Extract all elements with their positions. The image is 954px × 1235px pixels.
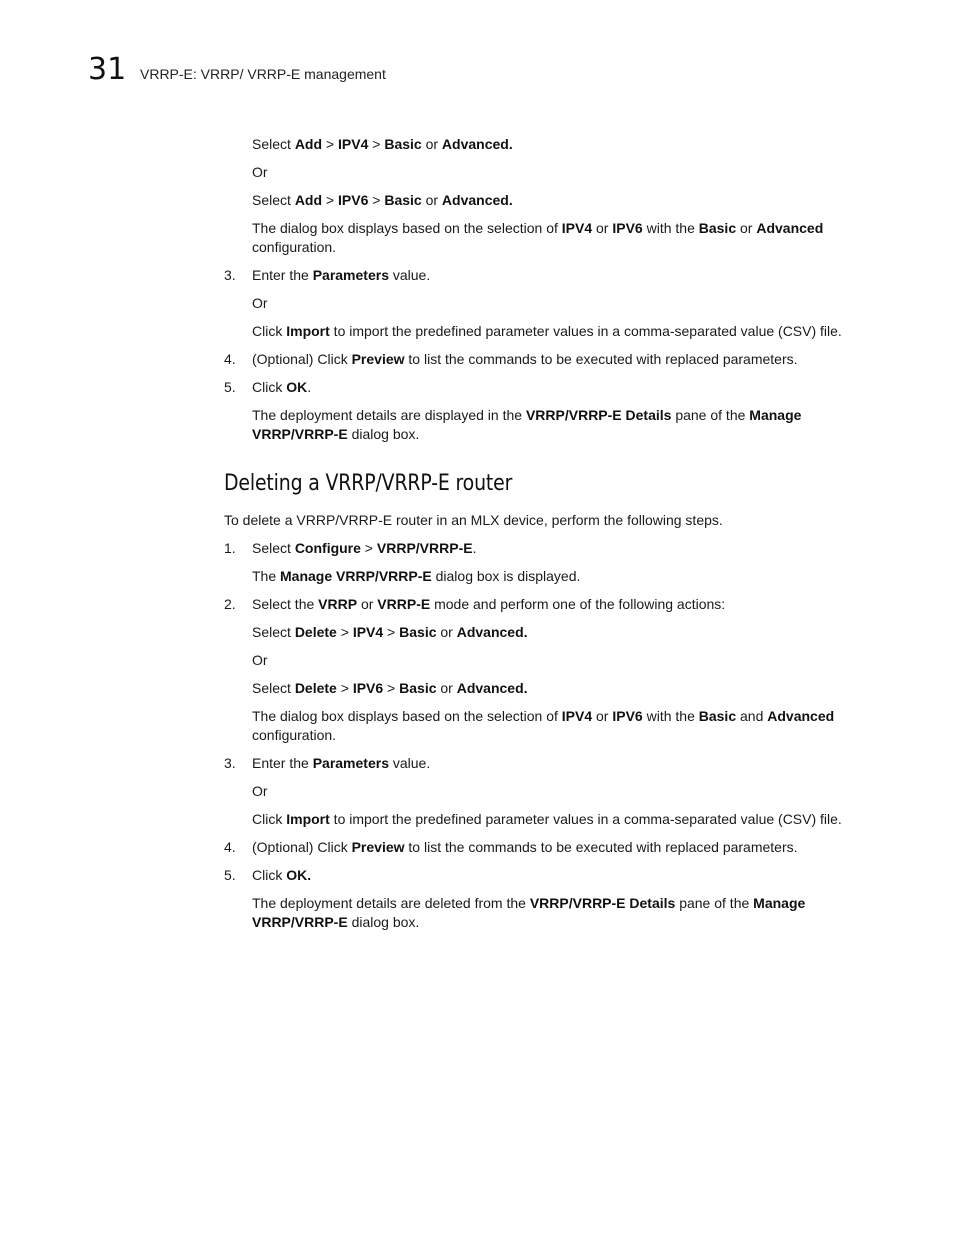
step-2-text: Select the VRRP or VRRP-E mode and perform one of the following actions:: [252, 596, 726, 612]
step-number: 5.: [224, 867, 236, 883]
delete-ipv4-path: Select Delete > IPV4 > Basic or Advanced.: [252, 624, 528, 640]
step-number: 4.: [224, 839, 236, 855]
step-number: 5.: [224, 379, 236, 395]
step-number: 3.: [224, 267, 236, 283]
delete-ipv6-path: Select Delete > IPV6 > Basic or Advanced.: [252, 680, 528, 696]
import-text: Click Import to import the predefined parameter values in a comma-separated value (CSV) file.: [252, 323, 842, 339]
step-5-text: Click OK.: [252, 867, 312, 883]
step-number: 1.: [224, 540, 236, 556]
or-text: Or: [252, 295, 268, 311]
section-heading: Deleting a VRRP/VRRP-E router: [224, 471, 513, 496]
step-1-text: Select Configure > VRRP/VRRP-E.: [252, 540, 477, 556]
step-5-text: Click OK.: [252, 379, 312, 395]
step-4-text: (Optional) Click Preview to list the commands to be executed with replaced parameters.: [252, 351, 798, 367]
step-3-text: Enter the Parameters value.: [252, 755, 431, 771]
chapter-number: 31: [88, 52, 127, 87]
deployment-details-text: The deployment details are deleted from the VRRP/VRRP-E Details pane of the Manage VRRP/VRRP-E dialog box.: [252, 895, 806, 930]
chapter-title: VRRP-E: VRRP/ VRRP-E management: [140, 66, 386, 82]
step-number: 2.: [224, 596, 236, 612]
deployment-details-text: The deployment details are displayed in the VRRP/VRRP-E Details pane of the Manage VRRP/VRRP-E dialog box.: [252, 407, 802, 442]
dialog-description: The dialog box displays based on the selection of IPV4 or IPV6 with the Basic and Advanced configuration.: [252, 708, 835, 743]
import-text: Click Import to import the predefined parameter values in a comma-separated value (CSV) file.: [252, 811, 842, 827]
or-text: Or: [252, 164, 268, 180]
step-number: 3.: [224, 755, 236, 771]
or-text: Or: [252, 652, 268, 668]
step-4-text: (Optional) Click Preview to list the commands to be executed with replaced parameters.: [252, 839, 798, 855]
step-1-result: The Manage VRRP/VRRP-E dialog box is displayed.: [252, 568, 581, 584]
step-3-text: Enter the Parameters value.: [252, 267, 431, 283]
or-text: Or: [252, 783, 268, 799]
section-intro: To delete a VRRP/VRRP-E router in an MLX device, perform the following steps.: [224, 512, 723, 528]
step-number: 4.: [224, 351, 236, 367]
dialog-description: The dialog box displays based on the selection of IPV4 or IPV6 with the Basic or Advanced configuration.: [252, 220, 824, 255]
step-2-ipv4-path: Select Add > IPV4 > Basic or Advanced.: [252, 136, 513, 152]
step-2-ipv6-path: Select Add > IPV6 > Basic or Advanced.: [252, 192, 513, 208]
